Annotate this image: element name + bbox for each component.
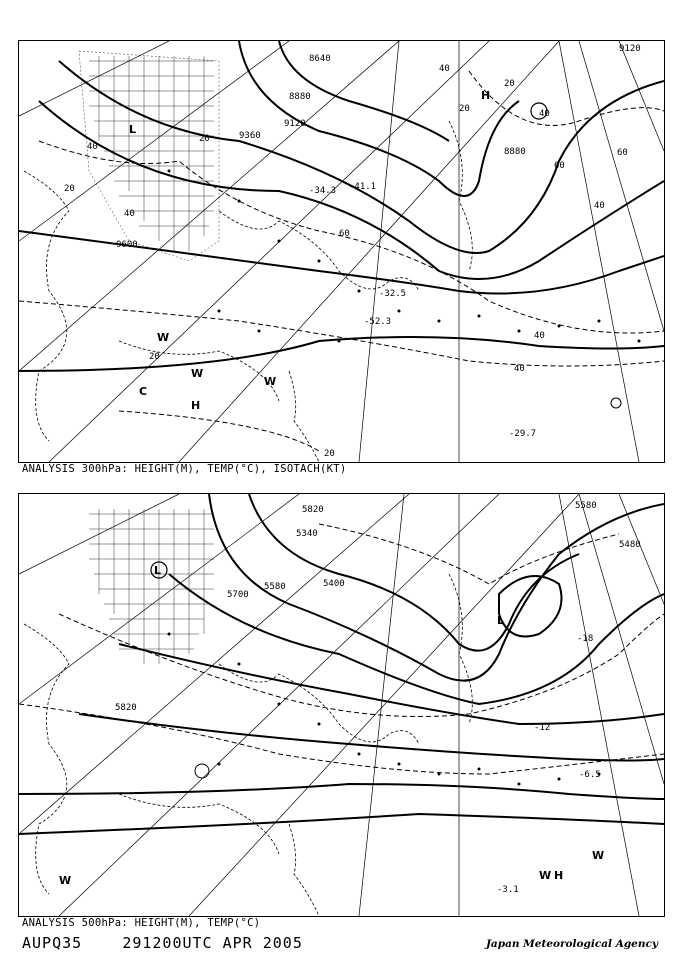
isotach-label: 40 (87, 142, 98, 152)
isotach-label: 20 (64, 184, 75, 194)
height-label: 5820 (115, 703, 137, 713)
isotach-label: 40 (539, 109, 550, 119)
chart-datetime: 291200UTC APR 2005 (122, 934, 303, 952)
station-plots (168, 633, 601, 786)
pressure-center: H (481, 89, 491, 102)
pressure-center: W (264, 375, 277, 388)
height-label: 9120 (284, 119, 306, 129)
pressure-center: W (157, 331, 170, 344)
pressure-center: L (129, 123, 137, 136)
height-label: 9360 (239, 131, 261, 141)
pressure-center: L (154, 564, 162, 577)
isotach-label: 20 (504, 79, 515, 89)
isotach-label: 60 (554, 161, 565, 171)
temp-label: -32.5 (379, 289, 407, 299)
temp-label: -34.3 (309, 186, 337, 196)
height-label: 5580 (575, 501, 597, 511)
pressure-center: C (139, 385, 148, 398)
isotach-label: 20 (199, 134, 210, 144)
height-label: 8640 (309, 54, 331, 64)
low-marker (611, 398, 621, 408)
pressure-center: W (539, 869, 552, 882)
height-label: 5340 (296, 529, 318, 539)
isotach-label: 20 (149, 352, 160, 362)
temp-label: -12 (534, 723, 551, 733)
map-panel-500hpa (18, 493, 665, 917)
low-marker (195, 764, 209, 778)
station-plots (168, 170, 641, 343)
graticule (19, 41, 664, 462)
height-contours (19, 494, 664, 834)
map-panel-300hpa (18, 40, 665, 463)
isotach-label: 40 (124, 209, 135, 219)
pressure-center: W (191, 367, 204, 380)
pressure-center: L (497, 614, 505, 627)
height-label: 8880 (289, 92, 311, 102)
pressure-center: H (554, 869, 564, 882)
temp-label: -18 (577, 634, 594, 644)
temp-label: -29.7 (509, 429, 537, 439)
height-label: 5700 (227, 590, 249, 600)
isotach-label: 40 (439, 64, 450, 74)
chart-identifier (22, 934, 303, 952)
isotherms (19, 524, 664, 774)
caption-300hpa: ANALYSIS 300hPa: HEIGHT(M), TEMP(°C), ISOTACH(KT) (22, 463, 347, 475)
chart-code: AUPQ35 (22, 934, 83, 952)
isotach-label: 20 (459, 104, 470, 114)
isotachs (19, 71, 664, 451)
height-label: 5580 (264, 582, 286, 592)
height-label: 9600 (116, 240, 138, 250)
map-300hpa-chart (19, 41, 664, 462)
height-label: 5480 (619, 540, 641, 550)
temp-label: -6.5 (579, 770, 601, 780)
isotach-label: 40 (514, 364, 525, 374)
hatched-area (79, 51, 219, 261)
map-500hpa-chart (19, 494, 664, 916)
isotach-label: 60 (617, 148, 628, 158)
hatched-area (89, 509, 214, 664)
agency-name: Japan Meteorological Agency (485, 938, 658, 950)
temp-label: -3.1 (497, 885, 519, 895)
pressure-center: W (592, 849, 605, 862)
pressure-center: W (59, 874, 72, 887)
caption-500hpa: ANALYSIS 500hPa: HEIGHT(M), TEMP(°C) (22, 917, 261, 929)
temp-label: -41.1 (349, 182, 377, 192)
isotach-label: 60 (339, 229, 350, 239)
height-label: 5820 (302, 505, 324, 515)
isotach-label: 40 (534, 331, 545, 341)
height-label: 5400 (323, 579, 345, 589)
isotach-label: 40 (594, 201, 605, 211)
pressure-center: H (191, 399, 201, 412)
temp-label: -52.3 (364, 317, 392, 327)
height-label: 8880 (504, 147, 526, 157)
height-label: 9120 (619, 44, 641, 54)
isotach-label: 20 (324, 449, 335, 459)
